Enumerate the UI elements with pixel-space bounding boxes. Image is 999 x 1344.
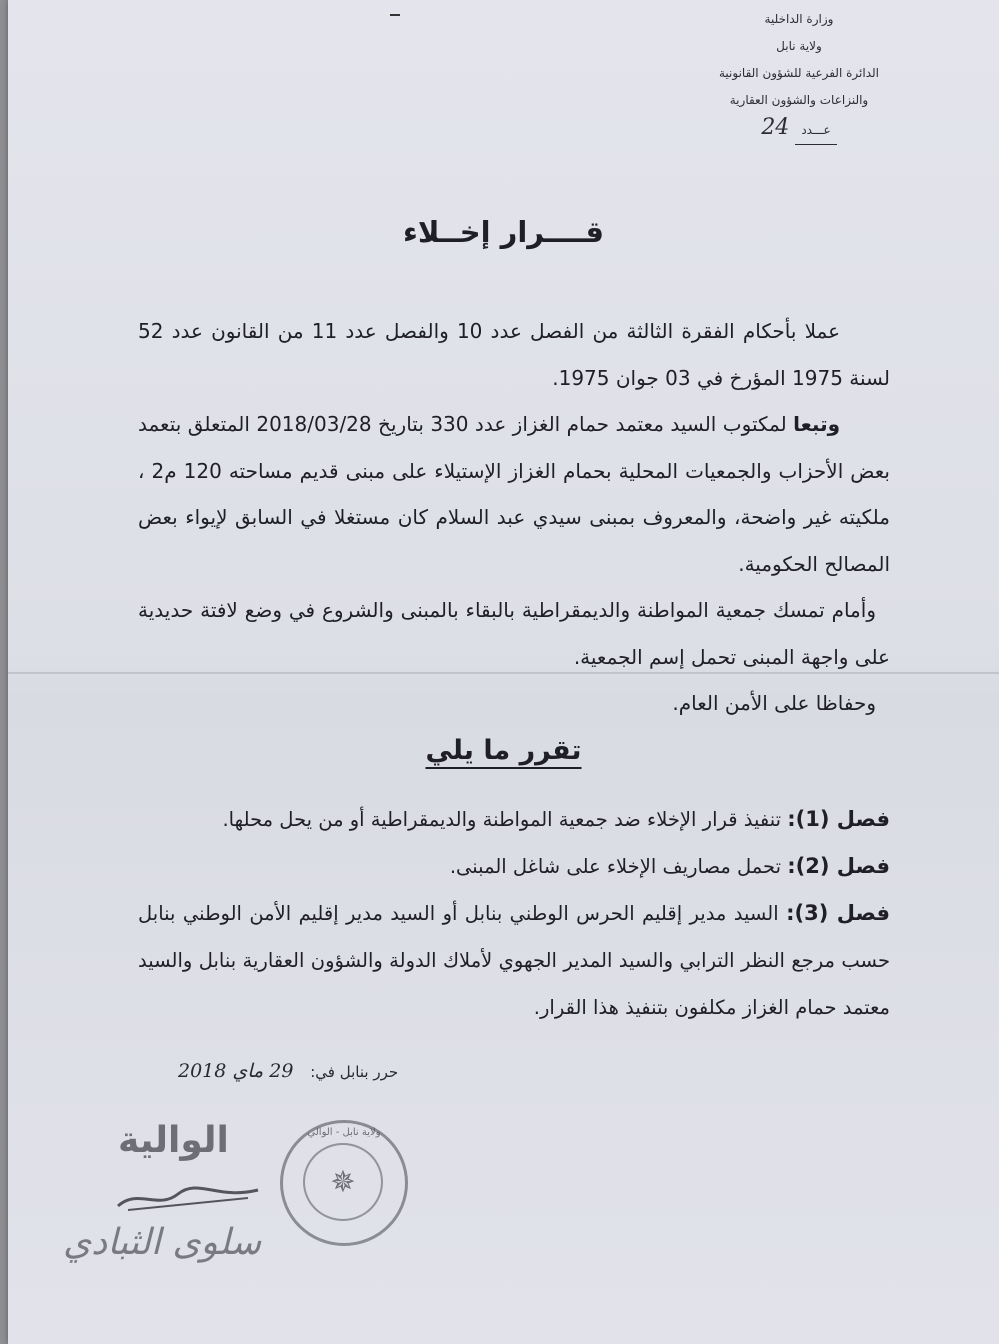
preamble-paragraph-2-text: لمكتوب السيد معتمد حمام الغزاز عدد 330 بتاريخ 2018/03/28 المتعلق بتعمد بعض الأحزاب والجمعيات المحلية بحمام الغزاز الإستيلاء على مبنى قديم مساحته 120 م2 ، ملكيته غير واضحة، والمعروف بمبنى سيدي عبد السلام كان مستغلا في السابق لإيواء بعض المصالح الحكومية. bbox=[138, 412, 890, 576]
seal-text: ولاية نابل - الوالي bbox=[307, 1127, 381, 1138]
department-name: الدائرة الفرعية للشؤون القانونية bbox=[718, 66, 879, 80]
article-1 bbox=[138, 796, 890, 843]
letterhead bbox=[669, 6, 929, 145]
reference-label: عـــدد bbox=[795, 117, 836, 145]
article-1-label: فصل (1): bbox=[787, 807, 890, 831]
preamble-paragraph-1: عملا بأحكام الفقرة الثالثة من الفصل عدد 10 والفصل عدد 11 من القانون عدد 52 لسنة 1975 المؤرخ في 03 جوان 1975. bbox=[138, 319, 890, 390]
preamble bbox=[138, 308, 890, 727]
seal-emblem-icon: ✵ bbox=[303, 1143, 383, 1221]
handwritten-date: 29 ماي 2018 bbox=[178, 1060, 294, 1082]
preamble-paragraph-2 bbox=[138, 401, 890, 587]
reference-number: 24 bbox=[761, 115, 790, 140]
signing-place-label: حرر بنابل في: bbox=[310, 1063, 399, 1081]
preamble-paragraph-4: وحفاظا على الأمن العام. bbox=[672, 691, 876, 715]
article-2-label: فصل (2): bbox=[787, 854, 890, 878]
preamble-paragraph-3: وأمام تمسك جمعية المواطنة والديمقراطية بالبقاء بالمبنى والشروع في وضع لافتة حديدية على واجهة المبنى تحمل إسم الجمعية. bbox=[138, 598, 890, 669]
document-title: قــــرار إخــلاء bbox=[403, 215, 604, 249]
governor-name: سلوى الثبادي bbox=[63, 1222, 262, 1263]
preamble-lead-word: وتبعا bbox=[793, 412, 841, 436]
governorate-name: ولاية نابل bbox=[776, 39, 822, 53]
official-seal bbox=[280, 1120, 408, 1246]
signing-place-date bbox=[178, 1060, 398, 1082]
article-1-text: تنفيذ قرار الإخلاء ضد جمعية المواطنة والديمقراطية أو من يحل محلها. bbox=[222, 808, 788, 831]
article-3 bbox=[138, 890, 890, 1031]
department-name-cont: والنزاعات والشؤون العقارية bbox=[729, 93, 869, 107]
article-2-text: تحمل مصاريف الإخلاء على شاغل المبنى. bbox=[449, 855, 788, 878]
decision-heading: تقرر ما يلي bbox=[425, 735, 582, 766]
signature-scribble-icon bbox=[108, 1180, 268, 1220]
document-page bbox=[8, 0, 999, 1344]
article-2 bbox=[138, 843, 890, 890]
articles bbox=[138, 796, 890, 1031]
article-3-label: فصل (3): bbox=[786, 901, 890, 925]
ministry-name: وزارة الداخلية bbox=[764, 12, 834, 26]
reference-line bbox=[669, 114, 929, 145]
pen-mark bbox=[390, 14, 400, 16]
governor-title: الوالية bbox=[118, 1120, 229, 1161]
article-3-text: السيد مدير إقليم الحرس الوطني بنابل أو السيد مدير إقليم الأمن الوطني بنابل حسب مرجع النظر الترابي والسيد المدير الجهوي لأملاك الدولة والشؤون العقارية بنابل والسيد معتمد حمام الغزاز مكلفون بتنفيذ هذا القرار. bbox=[138, 902, 890, 1019]
